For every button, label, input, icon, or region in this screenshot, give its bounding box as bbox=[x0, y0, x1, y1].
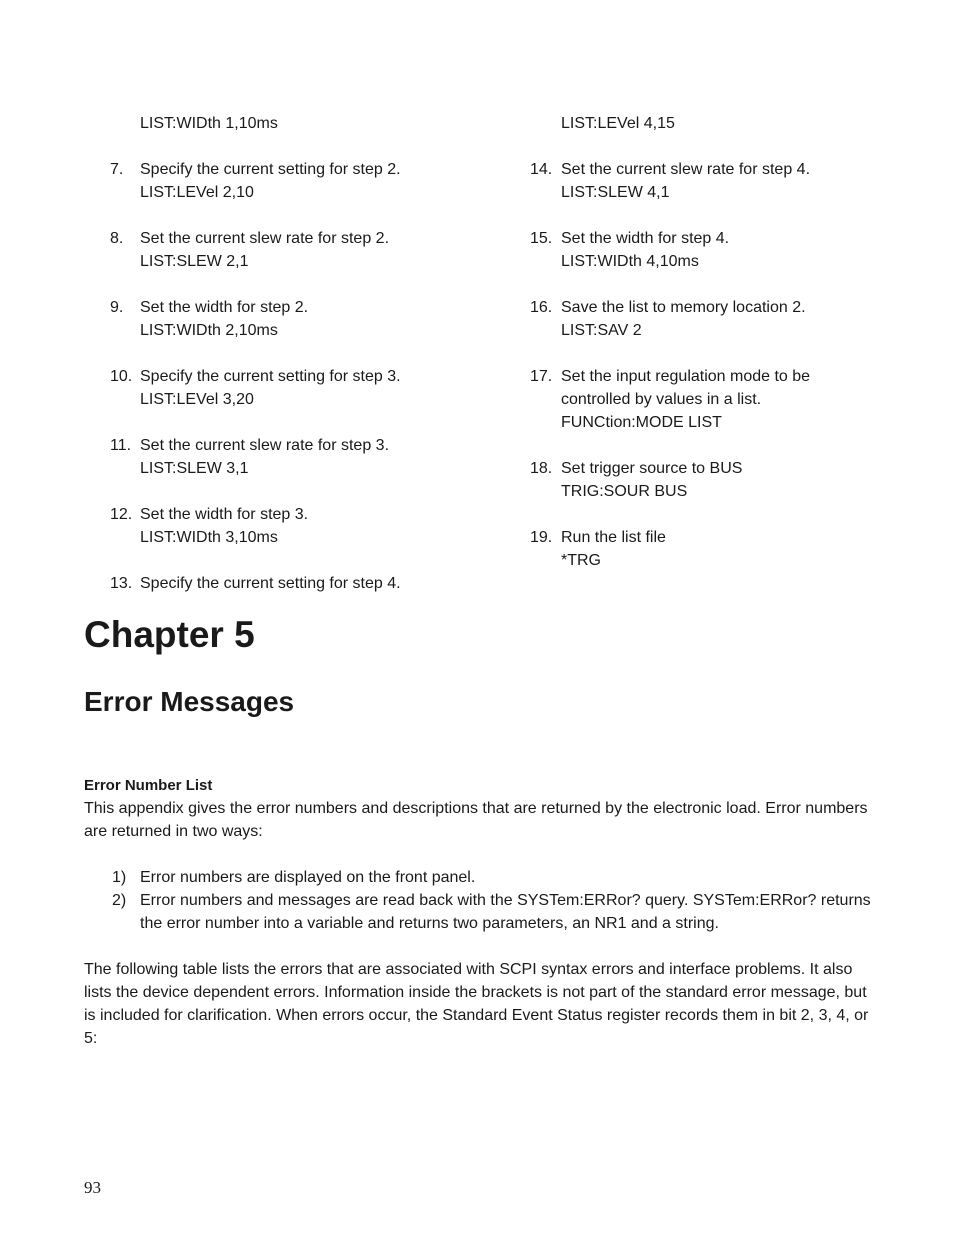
step-text: Specify the current setting for step 2. bbox=[140, 161, 401, 178]
step-text: Set the width for step 4. bbox=[561, 230, 730, 247]
step-command: TRIG:SOUR BUS bbox=[561, 483, 688, 500]
step-text: controlled by values in a list. bbox=[561, 391, 762, 408]
step-item bbox=[84, 503, 504, 549]
step-text: Set the input regulation mode to be bbox=[561, 368, 811, 385]
list-item bbox=[84, 866, 874, 889]
step-text: Save the list to memory location 2. bbox=[561, 299, 806, 316]
left-column bbox=[84, 112, 504, 618]
step-item bbox=[530, 526, 860, 572]
intro-paragraph: This appendix gives the error numbers and descriptions that are returned by the electronic load. Error numbers are returned in two ways: bbox=[84, 800, 868, 840]
error-ways-list bbox=[84, 866, 874, 935]
section-title: Error Messages bbox=[84, 686, 295, 717]
step-text: Set the width for step 2. bbox=[140, 299, 309, 316]
step-number: 19. bbox=[530, 529, 553, 546]
step-number: 12. bbox=[110, 506, 133, 523]
chapter-title: Chapter 5 bbox=[84, 614, 255, 655]
step-number: 14. bbox=[530, 161, 553, 178]
step-item bbox=[84, 227, 504, 273]
step-command: LIST:SAV 2 bbox=[561, 322, 642, 339]
list-number: 2) bbox=[112, 892, 127, 909]
step-command: LIST:SLEW 3,1 bbox=[140, 460, 249, 477]
step-item bbox=[530, 365, 860, 434]
step-item bbox=[84, 572, 504, 595]
step-command: LIST:WIDth 4,10ms bbox=[561, 253, 699, 270]
step-item bbox=[530, 227, 860, 273]
page-number: 93 bbox=[84, 1178, 101, 1197]
step-command: LIST:WIDth 3,10ms bbox=[140, 529, 278, 546]
step-text: Set the width for step 3. bbox=[140, 506, 309, 523]
closing-paragraph: The following table lists the errors that are associated with SCPI syntax errors and interface problems. It also lists the device dependent errors. Information inside the brackets is not part of the standard error message, but is included for clarification. When errors occur, the Standard Event Status register records them in bit 2, 3, 4, or 5: bbox=[84, 961, 869, 1047]
step-text: Set the current slew rate for step 2. bbox=[140, 230, 390, 247]
step-item bbox=[84, 434, 504, 480]
body-content bbox=[84, 774, 874, 1073]
step-text: Run the list file bbox=[561, 529, 666, 546]
step-text: Specify the current setting for step 4. bbox=[140, 575, 401, 592]
step-command: LIST:LEVel 3,20 bbox=[140, 391, 254, 408]
step-item bbox=[84, 296, 504, 342]
list-item bbox=[84, 889, 874, 935]
step-number: 11. bbox=[110, 437, 132, 454]
list-number: 1) bbox=[112, 869, 127, 886]
continuation-line: LIST:LEVel 4,15 bbox=[561, 115, 675, 132]
step-text: Set the current slew rate for step 4. bbox=[561, 161, 811, 178]
step-number: 16. bbox=[530, 299, 553, 316]
step-command: *TRG bbox=[561, 552, 601, 569]
step-text: Set trigger source to BUS bbox=[561, 460, 743, 477]
step-number: 10. bbox=[110, 368, 133, 385]
right-column bbox=[530, 112, 860, 595]
step-item bbox=[530, 457, 860, 503]
step-command: LIST:SLEW 4,1 bbox=[561, 184, 670, 201]
list-text: Error numbers are displayed on the front panel. bbox=[140, 869, 476, 886]
step-item bbox=[530, 296, 860, 342]
step-number: 13. bbox=[110, 575, 133, 592]
step-item bbox=[530, 158, 860, 204]
step-command: LIST:WIDth 2,10ms bbox=[140, 322, 278, 339]
step-command: LIST:SLEW 2,1 bbox=[140, 253, 249, 270]
step-number: 15. bbox=[530, 230, 553, 247]
step-number: 8. bbox=[110, 230, 124, 247]
step-number: 18. bbox=[530, 460, 553, 477]
list-text: Error numbers and messages are read back with the SYSTem:ERRor? query. SYSTem:ERRor? returns the error number into a variable and returns two parameters, an NR1 and a string. bbox=[140, 892, 871, 932]
step-text: Set the current slew rate for step 3. bbox=[140, 437, 390, 454]
subheading: Error Number List bbox=[84, 777, 213, 794]
step-item bbox=[84, 365, 504, 411]
step-command: LIST:LEVel 2,10 bbox=[140, 184, 254, 201]
step-text: Specify the current setting for step 3. bbox=[140, 368, 401, 385]
step-number: 9. bbox=[110, 299, 124, 316]
step-command: FUNCtion:MODE LIST bbox=[561, 414, 722, 431]
step-number: 7. bbox=[110, 161, 124, 178]
step-number: 17. bbox=[530, 368, 553, 385]
step-item bbox=[84, 158, 504, 204]
continuation-line: LIST:WIDth 1,10ms bbox=[140, 115, 278, 132]
